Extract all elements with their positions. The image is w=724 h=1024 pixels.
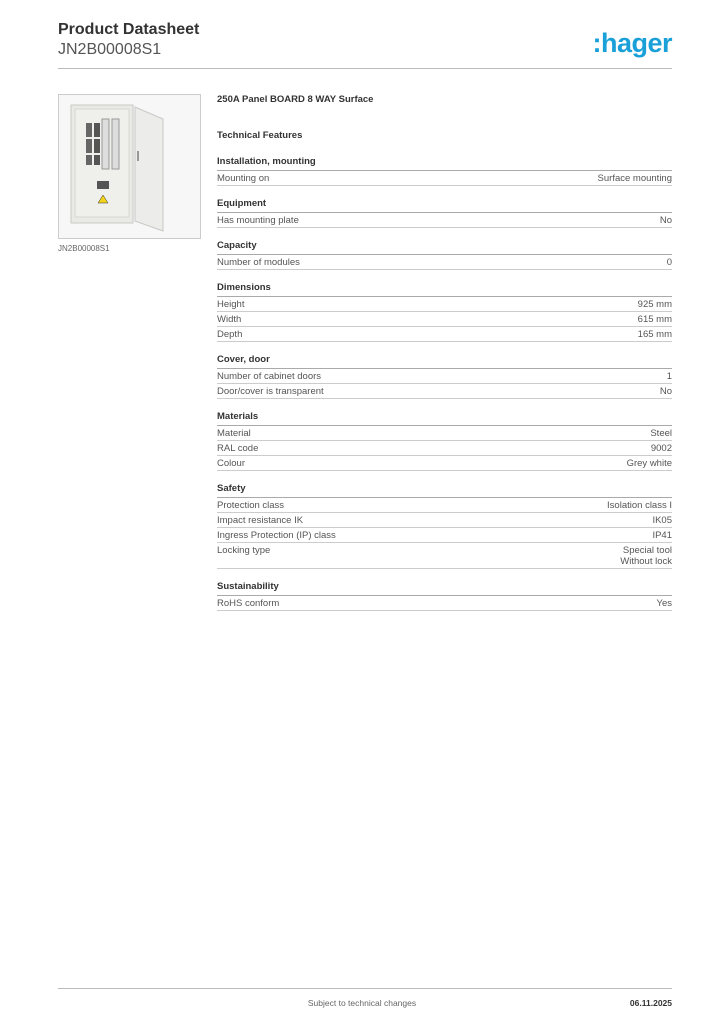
feature-label: Mounting on xyxy=(217,173,270,184)
image-caption: JN2B00008S1 xyxy=(58,244,110,253)
feature-row xyxy=(217,456,672,471)
footer-note: Subject to technical changes xyxy=(307,998,417,1008)
feature-row xyxy=(217,441,672,456)
feature-value: 0 xyxy=(666,257,672,268)
feature-value: No xyxy=(659,215,672,226)
section-title: Capacity xyxy=(217,240,672,255)
feature-label: RoHS conform xyxy=(217,598,280,609)
feature-label: Width xyxy=(217,314,242,325)
feature-label: Number of cabinet doors xyxy=(217,371,322,382)
feature-value: IP41 xyxy=(652,530,672,541)
feature-section xyxy=(217,354,672,399)
feature-label: Colour xyxy=(217,458,245,469)
footer-divider xyxy=(58,988,672,989)
feature-label: Impact resistance IK xyxy=(217,515,304,526)
product-title: 250A Panel BOARD 8 WAY Surface xyxy=(217,94,374,105)
feature-label: Material xyxy=(217,428,251,439)
feature-section xyxy=(217,411,672,471)
header-divider xyxy=(58,68,672,69)
feature-section xyxy=(217,240,672,270)
feature-label: Ingress Protection (IP) class xyxy=(217,530,336,541)
technical-features-heading: Technical Features xyxy=(217,130,303,141)
section-title: Sustainability xyxy=(217,581,672,596)
feature-row xyxy=(217,528,672,543)
section-title: Safety xyxy=(217,483,672,498)
feature-section xyxy=(217,581,672,611)
feature-row xyxy=(217,498,672,513)
feature-section xyxy=(217,198,672,228)
feature-section xyxy=(217,282,672,342)
feature-value: 925 mm xyxy=(637,299,672,310)
feature-row xyxy=(217,255,672,270)
feature-row xyxy=(217,312,672,327)
feature-label: Depth xyxy=(217,329,243,340)
technical-content xyxy=(217,94,672,611)
feature-value: Yes xyxy=(656,598,672,609)
feature-label: Number of modules xyxy=(217,257,300,268)
feature-row xyxy=(217,596,672,611)
feature-value: Isolation class I xyxy=(607,500,672,511)
feature-label: Locking type xyxy=(217,545,271,556)
feature-label: Has mounting plate xyxy=(217,215,299,226)
product-image xyxy=(58,94,201,239)
feature-row xyxy=(217,543,672,569)
section-title: Equipment xyxy=(217,198,672,213)
feature-row xyxy=(217,513,672,528)
feature-label: Protection class xyxy=(217,500,285,511)
feature-label: RAL code xyxy=(217,443,259,454)
feature-row xyxy=(217,369,672,384)
feature-row xyxy=(217,213,672,228)
feature-label: Door/cover is transparent xyxy=(217,386,324,397)
feature-row xyxy=(217,426,672,441)
feature-row xyxy=(217,327,672,342)
product-code: JN2B00008S1 xyxy=(58,41,162,58)
feature-value: 9002 xyxy=(650,443,672,454)
section-title: Cover, door xyxy=(217,354,672,369)
feature-value: IK05 xyxy=(652,515,672,526)
feature-value: No xyxy=(659,386,672,397)
feature-value: Surface mounting xyxy=(597,173,672,184)
section-title: Materials xyxy=(217,411,672,426)
panel-board-product-image xyxy=(59,95,200,238)
feature-row xyxy=(217,171,672,186)
feature-value: 615 mm xyxy=(637,314,672,325)
feature-value: Special tool Without lock xyxy=(620,545,672,567)
footer-date: 06.11.2025 xyxy=(629,998,672,1008)
feature-row xyxy=(217,297,672,312)
feature-label: Height xyxy=(217,299,245,310)
feature-row xyxy=(217,384,672,399)
feature-section xyxy=(217,483,672,569)
feature-sections xyxy=(217,156,672,611)
feature-value: 165 mm xyxy=(637,329,672,340)
section-title: Installation, mounting xyxy=(217,156,672,171)
feature-value: Steel xyxy=(650,428,672,439)
feature-value: Grey white xyxy=(626,458,672,469)
feature-section xyxy=(217,156,672,186)
section-title: Dimensions xyxy=(217,282,672,297)
feature-value: 1 xyxy=(666,371,672,382)
page-header xyxy=(58,20,672,60)
page-title: Product Datasheet xyxy=(58,21,200,38)
hager-logo: :hager xyxy=(592,28,672,58)
